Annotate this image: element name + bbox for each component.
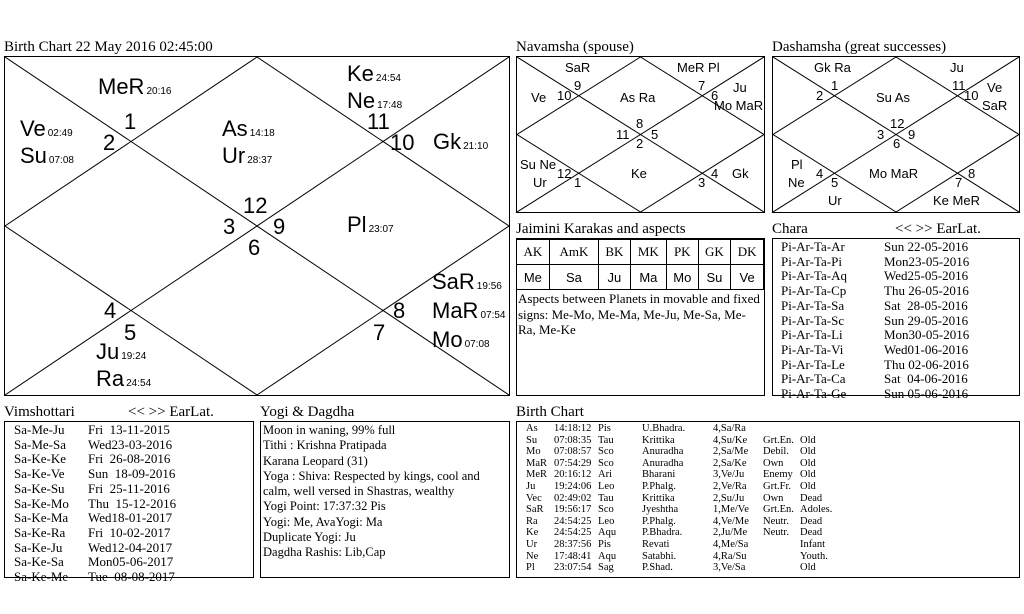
house-number: 12	[890, 116, 905, 131]
planet-label: Ju	[733, 80, 747, 95]
table-row: Ke 24:54:25 Aqu P.Bhadra. 2,Ju/Me Neutr. Dead	[526, 527, 823, 539]
house-number: 4	[711, 166, 719, 181]
karaka-header: BK	[599, 240, 631, 265]
yogi-line: Karana Leopard (31)	[263, 453, 368, 468]
karakas-header-row	[517, 240, 764, 265]
navamsha-lines	[517, 57, 764, 212]
karaka-header: AmK	[549, 240, 598, 265]
house-number: 2	[103, 130, 116, 155]
planet-label: As 14:18	[222, 116, 275, 141]
house-number: 3	[223, 214, 236, 239]
yogi-panel	[260, 421, 510, 578]
main-chart[interactable]	[4, 56, 510, 396]
house-number: 5	[651, 127, 659, 142]
karaka-header: GK	[698, 240, 731, 265]
planet-label: MaR 07:54	[432, 298, 506, 323]
chara-list[interactable]	[772, 238, 1020, 402]
list-item[interactable]: Pi-Ar-Ta-Sc Sun 29-05-2016	[781, 312, 969, 328]
list-item[interactable]: Pi-Ar-Ta-Ar Sun 22-05-2016	[781, 239, 969, 254]
house-number: 7	[373, 320, 386, 345]
list-item[interactable]: Sa-Ke-Ju Wed12-04-2017	[14, 539, 173, 555]
karaka-value: Ve	[731, 265, 764, 290]
karaka-value: Sa	[549, 265, 598, 290]
table-row: Ur 28:37:56 Pis Revati 4,Me/Sa Infant	[526, 538, 826, 550]
karaka-header: MK	[630, 240, 666, 265]
planet-label: Ra 24:54	[96, 366, 152, 391]
list-item[interactable]: Sa-Ke-Ra Fri 10-02-2017	[14, 524, 171, 540]
planet-label: Ve	[531, 90, 547, 105]
dashamsha-title: Dashamsha (great successes)	[772, 39, 947, 55]
house-number: 2	[816, 88, 824, 103]
list-item[interactable]: Sa-Ke-Ke Fri 26-08-2016	[14, 451, 171, 467]
planet-label: As Ra	[620, 90, 656, 105]
list-item[interactable]: Sa-Ke-Su Fri 25-11-2016	[14, 480, 170, 496]
house-number: 2	[636, 136, 644, 151]
house-number: 7	[955, 175, 963, 190]
table-row: Ra 24:54:25 Leo P.Phalg. 4,Ve/Me Neutr. Dead	[526, 515, 823, 527]
table-row: Ju 19:24:06 Leo P.Phalg. 2,Ve/Ra Grt.Fr. Old	[526, 480, 816, 492]
list-item[interactable]: Pi-Ar-Ta-Ge Sun 05-06-2016	[781, 386, 969, 402]
yogi-line: Moon in waning, 99% full	[263, 423, 396, 437]
list-item[interactable]: Pi-Ar-Ta-Ca Sat 04-06-2016	[781, 371, 968, 387]
vimshottari-rows	[14, 423, 176, 585]
house-number: 1	[574, 175, 582, 190]
planet-label: Ur	[828, 193, 842, 208]
planet-label: Ne	[788, 175, 805, 190]
house-number: 8	[393, 298, 406, 323]
list-item[interactable]: Pi-Ar-Ta-Li Mon30-05-2016	[781, 327, 970, 343]
house-number: 10	[964, 88, 979, 103]
list-item[interactable]: Pi-Ar-Ta-Le Thu 02-06-2016	[781, 356, 969, 372]
list-item[interactable]: Pi-Ar-Ta-Pi Mon23-05-2016	[781, 253, 970, 269]
list-item[interactable]: Sa-Me-Sa Wed23-03-2016	[14, 436, 173, 452]
planet-label: Pl 23:07	[347, 212, 394, 237]
navamsha-chart[interactable]	[516, 56, 765, 213]
house-number: 11	[952, 78, 966, 93]
yogi-title: Yogi & Dagdha	[260, 404, 355, 420]
aspects-text: Aspects between Planets in movable and fixed signs: Me-Mo, Me-Ma, Me-Ju, Me-Sa, Me-Ra, Me-Ke	[518, 291, 760, 337]
list-item[interactable]: Sa-Ke-Mo Thu 15-12-2016	[14, 495, 177, 511]
planet-label: Mo MaR	[714, 98, 764, 113]
house-number: 9	[908, 127, 916, 142]
planet-label: Gk 21:10	[433, 129, 489, 154]
dashamsha-lines	[773, 57, 1019, 212]
planet-label: Mo 07:08	[432, 327, 490, 352]
karaka-value: Ju	[599, 265, 631, 290]
house-number: 1	[124, 109, 137, 134]
table-row: As 14:18:12 Pis U.Bhadra. 4,Sa/Ra	[526, 423, 746, 434]
planet-label: Ve 02:49	[20, 116, 73, 141]
table-row: Ne 17:48:41 Aqu Satabhi. 4,Ra/Su Youth.	[526, 550, 828, 562]
table-row: MeR 20:16:12 Ari Bharani 3,Ve/Ju Enemy Old	[526, 469, 816, 481]
planet-label: Su 07:08	[20, 143, 74, 168]
karaka-value: Su	[698, 265, 731, 290]
vimshottari-nav[interactable]: << >> EarLat.	[128, 404, 214, 420]
house-number: 3	[877, 127, 885, 142]
house-number: 8	[968, 166, 976, 181]
planet-label: Pl	[791, 157, 803, 172]
planet-label: Ne 17:48	[347, 88, 403, 113]
house-number: 4	[104, 298, 117, 323]
house-number: 12	[243, 193, 268, 218]
planet-label: SaR 19:56	[432, 269, 502, 294]
house-number: 9	[574, 78, 582, 93]
chara-rows	[781, 240, 969, 402]
list-item[interactable]: Pi-Ar-Ta-Aq Wed25-05-2016	[781, 268, 969, 284]
yogi-line: Dagdha Rashis: Lib,Cap	[263, 545, 386, 560]
birth-table	[516, 421, 1020, 578]
birth-table-rows	[526, 423, 832, 574]
planet-label: MeR Pl	[677, 60, 720, 75]
planet-label: Ke	[631, 166, 647, 181]
house-number: 11	[616, 127, 630, 142]
planet-label: SaR	[565, 60, 591, 75]
planet-label: Ke MeR	[933, 193, 980, 208]
house-number: 1	[831, 78, 839, 93]
karakas-value-row	[517, 265, 764, 290]
house-number: 7	[698, 78, 706, 93]
dashamsha-chart[interactable]	[772, 56, 1020, 213]
jaimini-title: Jaimini Karakas and aspects	[516, 221, 686, 237]
table-row: Pl 23:07:54 Sag P.Shad. 3,Ve/Sa Old	[526, 562, 816, 574]
planet-label: MeR 20:16	[98, 74, 172, 99]
list-item[interactable]: Pi-Ar-Ta-Cp Thu 26-05-2016	[781, 283, 969, 299]
list-item[interactable]: Sa-Ke-Me Tue 08-08-2017	[14, 569, 175, 585]
birth-table-title: Birth Chart	[516, 404, 584, 420]
yogi-line: Tithi : Krishna Pratipada	[263, 438, 387, 453]
house-number: 6	[893, 136, 901, 151]
planet-label: Gk Ra	[814, 60, 851, 75]
planet-label: Ke 24:54	[347, 61, 401, 86]
planet-label: Gk	[732, 166, 749, 181]
house-number: 6	[711, 88, 719, 103]
yogi-line: Yogi: Me, AvaYogi: Ma	[263, 514, 383, 529]
planet-label: Ju	[950, 60, 964, 75]
list-item[interactable]: Pi-Ar-Ta-Sa Sat 28-05-2016	[781, 297, 968, 313]
navamsha-title: Navamsha (spouse)	[516, 39, 634, 55]
table-row: Mo 07:08:57 Sco Anuradha 2,Sa/Me Debil. Old	[526, 446, 816, 458]
house-number: 8	[636, 116, 644, 131]
house-number: 5	[124, 320, 137, 345]
planet-label: SaR	[982, 98, 1008, 113]
planet-label: Ju 19:24	[96, 339, 147, 364]
vimshottari-list[interactable]	[4, 421, 254, 585]
list-item[interactable]: Sa-Ke-Ma Wed18-01-2017	[14, 510, 173, 526]
list-item[interactable]: Sa-Me-Ju Fri 13-11-2015	[14, 422, 170, 437]
house-number: 3	[698, 175, 706, 190]
karaka-header: PK	[667, 240, 699, 265]
karaka-header: AK	[517, 240, 550, 265]
karaka-value: Mo	[667, 265, 699, 290]
yogi-line: Duplicate Yogi: Ju	[263, 530, 356, 545]
table-row: MaR 07:54:29 Sco Anuradha 2,Sa/Ke Own Old	[526, 457, 816, 469]
planet-label: Su As	[876, 90, 910, 105]
chara-nav[interactable]: << >> EarLat.	[895, 221, 981, 237]
planet-label: Ur	[533, 175, 547, 190]
planet-label: Mo MaR	[869, 166, 919, 181]
planet-label: Ur 28:37	[222, 143, 273, 168]
karaka-value: Me	[517, 265, 550, 290]
house-number: 5	[831, 175, 839, 190]
house-number: 10	[390, 130, 415, 155]
house-number: 11	[367, 109, 390, 134]
planet-label: Su Ne	[520, 157, 557, 172]
house-number: 6	[248, 235, 261, 260]
table-row: Su 07:08:35 Tau Krittika 4,Su/Ke Grt.En. Old	[526, 434, 816, 446]
table-row: Vec 02:49:02 Tau Krittika 2,Su/Ju Own Dead	[526, 492, 823, 504]
karaka-header: DK	[731, 240, 764, 265]
karaka-value: Ma	[630, 265, 666, 290]
chara-title: Chara	[772, 221, 808, 237]
house-number: 10	[557, 88, 572, 103]
karakas-table	[516, 239, 764, 290]
vimshottari-title: Vimshottari	[4, 404, 75, 420]
list-item[interactable]: Sa-Ke-Ve Sun 18-09-2016	[14, 466, 176, 482]
main-chart-title: Birth Chart 22 May 2016 02:45:00	[4, 39, 213, 55]
house-number: 9	[273, 214, 286, 239]
yogi-line: Yogi Point: 17:37:32 Pis	[263, 499, 386, 514]
table-row: SaR 19:56:17 Sco Jyeshtha 1,Me/Ve Grt.En. Adoles.	[526, 504, 833, 516]
house-number: 4	[816, 166, 824, 181]
list-item[interactable]: Pi-Ar-Ta-Vi Wed01-06-2016	[781, 341, 969, 357]
list-item[interactable]: Sa-Ke-Sa Mon05-06-2017	[14, 554, 174, 570]
yogi-lines	[263, 423, 507, 561]
planet-label: Ve	[987, 80, 1003, 95]
house-number: 12	[557, 166, 572, 181]
yogi-line: Yoga : Shiva: Respected by kings, cool and calm, well versed in Shastras, wealthy	[263, 468, 480, 499]
